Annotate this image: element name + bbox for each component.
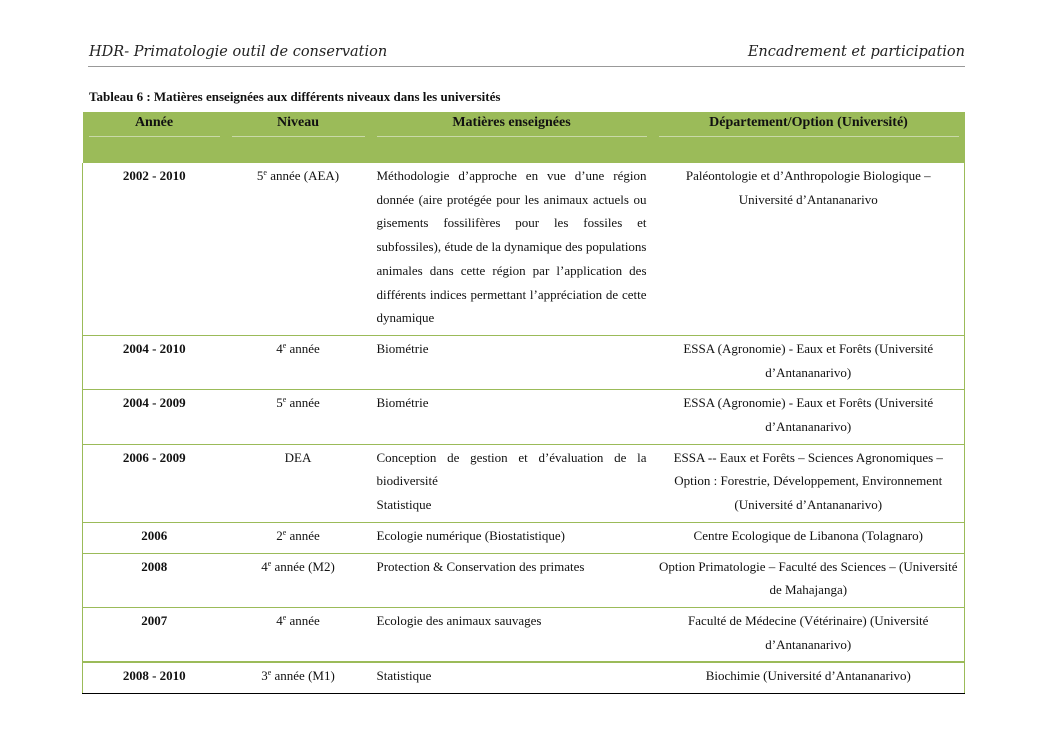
cell-matieres: Conception de gestion et d’évaluation de la biodiversité Statistique bbox=[371, 444, 653, 522]
cell-annee: 2007 bbox=[83, 607, 226, 662]
courses-table bbox=[82, 112, 965, 694]
cell-niveau: 5e année (AEA) bbox=[226, 163, 371, 335]
column-header-matieres: Matières enseignées bbox=[371, 112, 653, 163]
cell-annee: 2008 - 2010 bbox=[83, 662, 226, 693]
cell-matieres: Statistique bbox=[371, 662, 653, 693]
cell-matieres: Biométrie bbox=[371, 390, 653, 444]
cell-matieres: Ecologie des animaux sauvages bbox=[371, 607, 653, 662]
table-row bbox=[83, 163, 965, 335]
cell-annee: 2006 - 2009 bbox=[83, 444, 226, 522]
table-row bbox=[83, 390, 965, 444]
header-rule bbox=[88, 66, 965, 67]
table-row bbox=[83, 444, 965, 522]
cell-niveau: DEA bbox=[226, 444, 371, 522]
cell-niveau: 4e année bbox=[226, 335, 371, 389]
cell-annee: 2008 bbox=[83, 553, 226, 607]
cell-niveau: 2e année bbox=[226, 522, 371, 553]
cell-annee: 2002 - 2010 bbox=[83, 163, 226, 335]
cell-departement: ESSA (Agronomie) - Eaux et Forêts (Université d’Antananarivo) bbox=[653, 390, 965, 444]
cell-niveau: 4e année bbox=[226, 607, 371, 662]
column-header-annee: Année bbox=[83, 112, 226, 163]
cell-annee: 2006 bbox=[83, 522, 226, 553]
cell-departement: Option Primatologie – Faculté des Sciences – (Université de Mahajanga) bbox=[653, 553, 965, 607]
cell-niveau: 4e année (M2) bbox=[226, 553, 371, 607]
column-header-niveau: Niveau bbox=[226, 112, 371, 163]
table-row bbox=[83, 607, 965, 662]
running-header-section: Encadrement et participation bbox=[747, 44, 965, 60]
cell-annee: 2004 - 2009 bbox=[83, 390, 226, 444]
cell-niveau: 5e année bbox=[226, 390, 371, 444]
table-header-row bbox=[83, 112, 965, 163]
column-header-departement: Département/Option (Université) bbox=[653, 112, 965, 163]
cell-niveau: 3e année (M1) bbox=[226, 662, 371, 693]
table-row bbox=[83, 662, 965, 693]
table-caption: Tableau 6 : Matières enseignées aux différents niveaux dans les universités bbox=[89, 89, 501, 104]
running-header-title: HDR- Primatologie outil de conservation bbox=[89, 44, 388, 60]
cell-departement: Faculté de Médecine (Vétérinaire) (Université d’Antananarivo) bbox=[653, 607, 965, 662]
cell-departement: ESSA -- Eaux et Forêts – Sciences Agronomiques – Option : Forestrie, Développement, Environnement (Université d’Antananarivo) bbox=[653, 444, 965, 522]
table-row bbox=[83, 522, 965, 553]
cell-matieres: Protection & Conservation des primates bbox=[371, 553, 653, 607]
cell-departement: Centre Ecologique de Libanona (Tolagnaro) bbox=[653, 522, 965, 553]
cell-departement: ESSA (Agronomie) - Eaux et Forêts (Université d’Antananarivo) bbox=[653, 335, 965, 389]
cell-matieres: Biométrie bbox=[371, 335, 653, 389]
cell-matieres: Méthodologie d’approche en vue d’une région donnée (aire protégée pour les animaux actuels ou gisements fossilifères pour les fossiles et subfossiles), étude de la dynamique des populations animales dans cette région par l’application des différents indices permettant l’appréciation de cette dynamique bbox=[371, 163, 653, 335]
cell-annee: 2004 - 2010 bbox=[83, 335, 226, 389]
cell-departement: Paléontologie et d’Anthropologie Biologique – Université d’Antananarivo bbox=[653, 163, 965, 335]
table-row bbox=[83, 553, 965, 607]
cell-departement: Biochimie (Université d’Antananarivo) bbox=[653, 662, 965, 693]
table-row bbox=[83, 335, 965, 389]
cell-matieres: Ecologie numérique (Biostatistique) bbox=[371, 522, 653, 553]
